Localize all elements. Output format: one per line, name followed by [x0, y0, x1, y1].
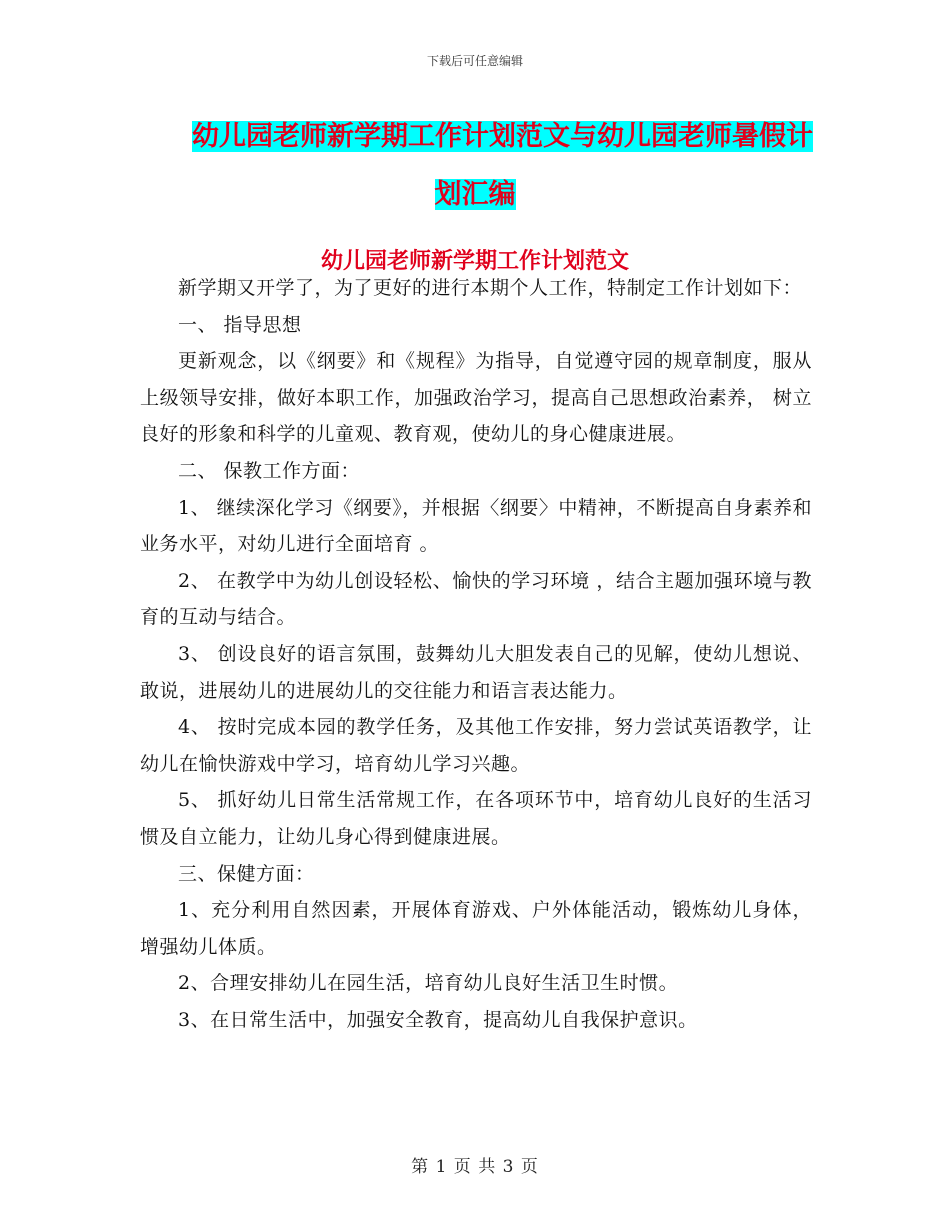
list-item: 3、 创设良好的语言氛围，鼓舞幼儿大胆发表自己的见解，使幼儿想说、敢说，进展幼儿的进展幼儿的交往能力和语言表达能力。	[140, 642, 812, 702]
list-item: 1、充分利用自然因素，开展体育游戏、户外体能活动，锻炼幼儿身体，增强幼儿体质。	[140, 899, 812, 958]
list-item: 3、在日常生活中，加强安全教育，提高幼儿自我保护意识。	[178, 1008, 698, 1031]
paragraph-intro: 新学期又开学了，为了更好的进行本期个人工作，特制定工作计划如下：	[178, 277, 803, 299]
current-page: 1	[435, 1157, 448, 1177]
body-text	[140, 270, 812, 1038]
list-item: 5、 抓好幼儿日常生活常规工作，在各项环节中，培育幼儿良好的生活习惯及自立能力，让幼儿身心得到健康进展。	[140, 789, 812, 848]
list-item: 4、 按时完成本园的教学任务，及其他工作安排，努力尝试英语教学，让幼儿在愉快游戏中学习，培育幼儿学习兴趣。	[140, 716, 812, 775]
page-label: 第	[411, 1157, 430, 1177]
header-note: 下载后可任意编辑	[426, 54, 523, 68]
document-title-line-1: 幼儿园老师新学期工作计划范文与幼儿园老师暑假计	[192, 121, 813, 152]
document-title-line-2: 划汇编	[434, 179, 516, 210]
paragraph: 更新观念，以《纲要》和《规程》为指导，自觉遵守园的规章制度，服从上级领导安排，做好本职工作，加强政治学习，提高自己思想政治素养， 树立良好的形象和科学的儿童观、教育观，使幼儿的身心健康进展。	[140, 350, 812, 446]
list-item: 2、 在教学中为幼儿创设轻松、愉快的学习环境 ，结合主题加强环境与教育的互动与结合。	[140, 569, 812, 629]
list-item: 2、合理安排幼儿在园生活，培育幼儿良好生活卫生时惯。	[178, 972, 679, 995]
page-unit: 页	[453, 1157, 472, 1177]
total-label: 共	[478, 1157, 497, 1177]
heading-health-care: 三、保健方面：	[178, 862, 315, 885]
heading-guiding-thought: 一、 指导思想	[178, 313, 302, 336]
page-number	[0, 1152, 950, 1177]
document-title	[140, 108, 813, 224]
total-pages: 3	[502, 1157, 515, 1177]
page-unit: 页	[520, 1157, 539, 1177]
section-title: 幼儿园老师新学期工作计划范文	[320, 249, 629, 274]
list-item: 1、 继续深化学习《纲要》，并根据〈纲要〉中精神，不断提高自身素养和业务水平，对幼儿进行全面培育 。	[140, 496, 812, 556]
heading-teaching-work: 二、 保教工作方面：	[178, 459, 361, 482]
